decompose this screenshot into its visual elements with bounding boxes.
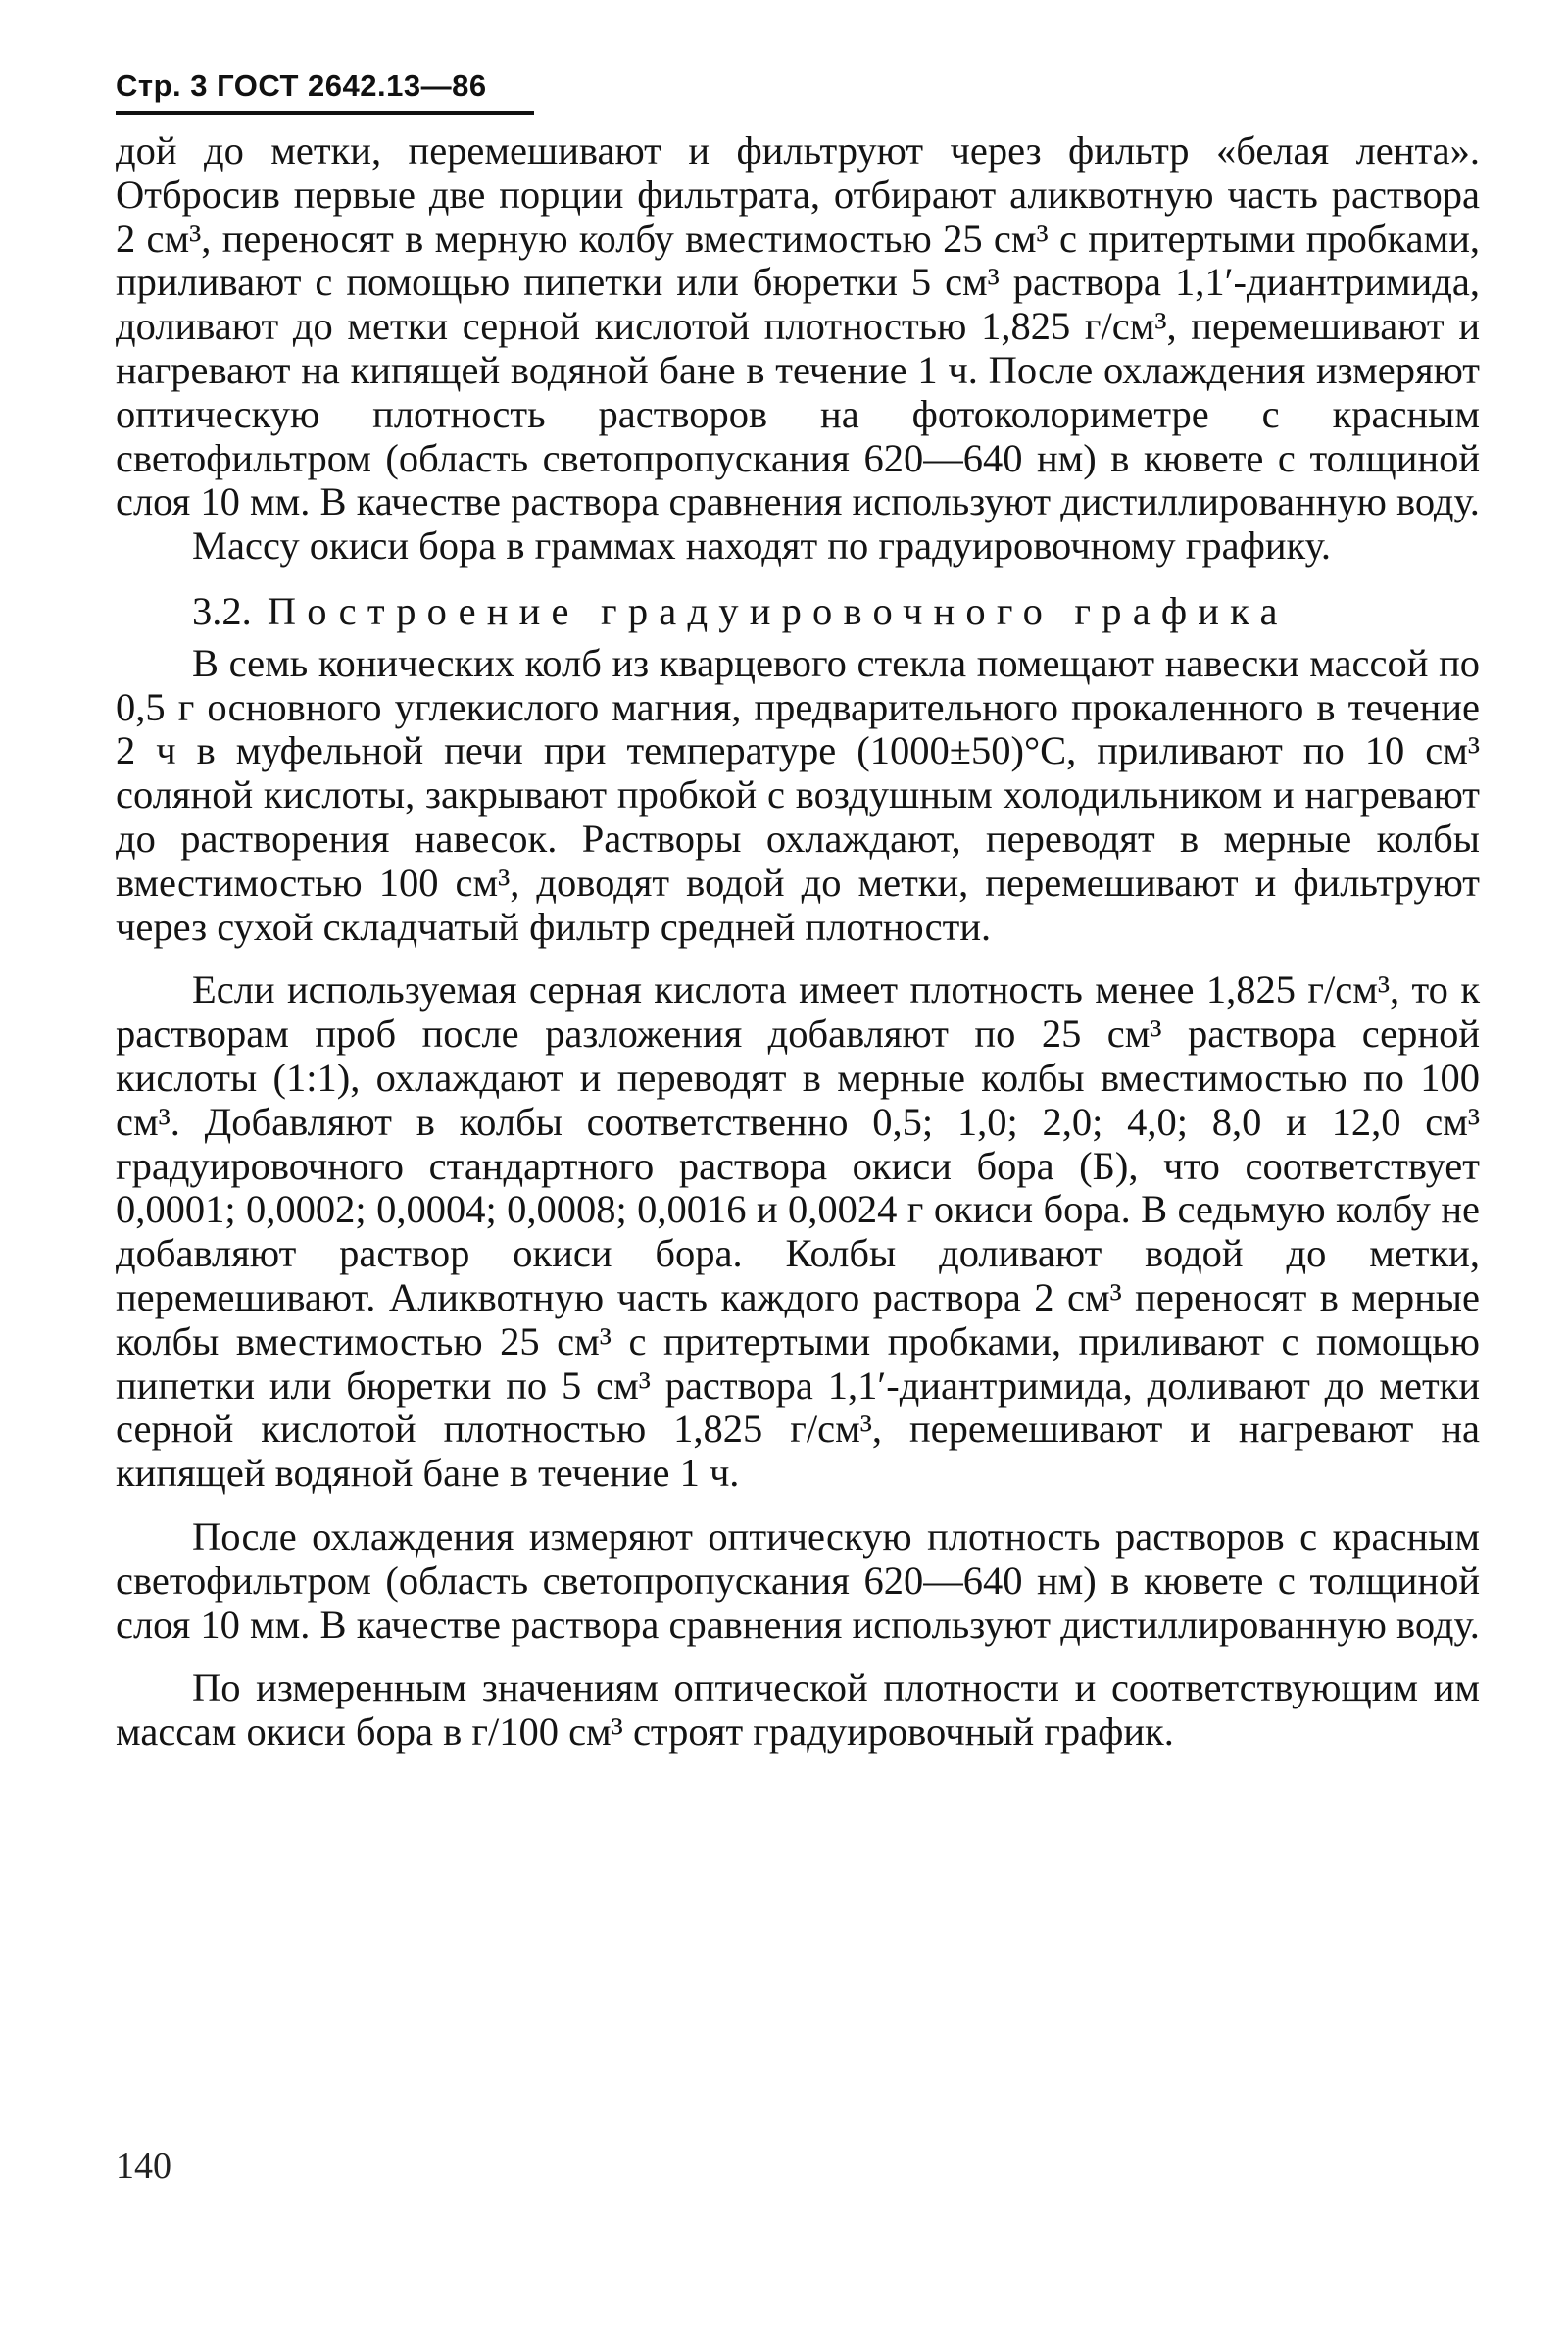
page-header: Стр. 3 ГОСТ 2642.13—86 [116, 69, 487, 103]
section-number: 3.2. [192, 588, 252, 633]
paragraph-mass-determination: Массу окиси бора в граммах находят по градуировочному графику. [192, 523, 1331, 569]
paragraph-standard-solutions: Если используемая серная кислота имеет плотность менее 1,825 г/см³, то к растворам проб после разложения добавляют по 25 см³ раствора серной кислоты (1:1), охлаждают и переводят в мерные колбы вместимостью по 100 см³. Добавляют в колбы соответственно 0,5; 1,0; 2,0; 4,0; 8,0 и 12,0 см³ градуировочного стандартного раствора окиси бора (Б), что соответствует 0,0001; 0,0002; 0,0004; 0,0008; 0,0016 и 0,0024 г окиси бора. В седьмую колбу не добавляют раствор окиси бора. Колбы доливают водой до метки, перемешивают. Аликвотную часть каждого раствора 2 см³ переносят в мерные колбы вместимостью 25 см³ с притертыми пробками, приливают с помощью пипетки или бюретки по 5 см³ раствора 1,1′-диантримида, доливают до метки серной кислотой плотностью 1,825 г/см³, перемешивают и нагревают на кипящей водяной бане в течение 1 ч. [116, 967, 1480, 1496]
paragraph-calibration-graph: По измеренным значениям оптической плотности и соответствующим им массам окиси бора в г/100 см³ строят градуировочный график. [116, 1665, 1480, 1755]
paragraph-optical-measurement: После охлаждения измеряют оптическую плотность растворов с красным светофильтром (область светопропускания 620—640 нм) в кювете с толщиной слоя 10 мм. В качестве раствора сравнения используют дистиллированную воду. [116, 1513, 1480, 1647]
section-heading [116, 590, 1480, 634]
paragraph-continuation: дой до метки, перемешивают и фильтруют через фильтр «белая лента». Отбросив первые две порции фильтрата, отбирают аликвотную часть раствора 2 см³, переносят в мерную колбу вместимостью 25 см³ с притертыми пробками, приливают с помощью пипетки или бюретки 5 см³ раствора 1,1′-диантримида, доливают до метки серной кислотой плотностью 1,825 г/см³, перемешивают и нагревают на кипящей водяной бане в течение 1 ч. После охлаждения измеряют оптическую плотность растворов на фотоколориметре с красным светофильтром (область светопропускания 620—640 нм) в кювете с толщиной слоя 10 мм. В качестве раствора сравнения используют дистиллированную воду. [116, 128, 1480, 524]
header-rule [116, 111, 534, 115]
document-body [116, 129, 1480, 1755]
paragraph-sample-preparation: В семь конических колб из кварцевого стекла помещают навески массой по 0,5 г основного углекислого магния, предварительного прокаленного в течение 2 ч в муфельной печи при температуре (1000±50)°С, приливают по 10 см³ соляной кислоты, закрывают пробкой с воздушным холодильником и нагревают до растворения навесок. Растворы охлаждают, переводят в мерные колбы вместимостью 100 см³, доводят водой до метки, перемешивают и фильтруют через сухой складчатый фильтр средней плотности. [116, 640, 1480, 949]
page-number: 140 [116, 2146, 172, 2187]
section-title: Построение градуировочного графика [267, 588, 1289, 633]
